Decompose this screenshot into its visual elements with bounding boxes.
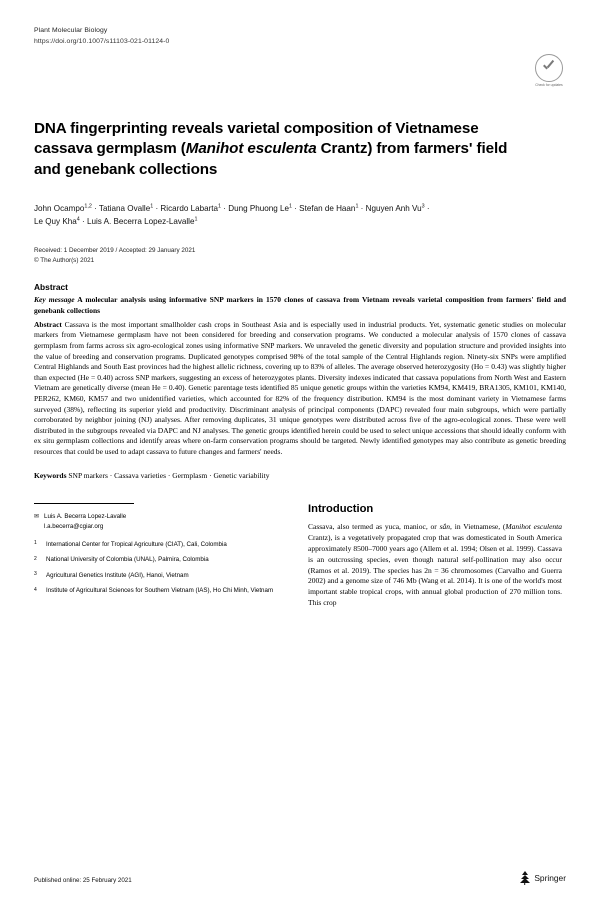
key-message-label: Key message: [34, 295, 75, 305]
title-species: Manihot esculenta: [185, 140, 317, 158]
affiliation-text: National University of Colombia (UNAL), Palmira, Colombia: [46, 556, 209, 564]
publisher-name: Springer: [534, 872, 566, 883]
affiliation-text: Institute of Agricultural Sciences for Southern Vietnam (IAS), Ho Chi Minh, Vietnam: [46, 587, 274, 595]
keywords: [34, 471, 566, 482]
affiliation-number: 3: [34, 571, 37, 578]
journal-name: Plant Molecular Biology: [34, 27, 108, 34]
list-item: [34, 586, 286, 595]
affiliation-text: Agricultural Genetics Institute (AGI), Hanoi, Vietnam: [46, 571, 189, 579]
intro-part-c: Crantz), is a vegetatively propagated crop that was domesticated in South America approximately 8500–7000 years ago (Allem et al. 1994; Olsen et al. 1999). Cassava is an outcrossing species, even though natural self-pollination may also occur (Ramos et al. 2019). The species has 2n = 36 chromosomes (Carvalho and Guerra 2002) and a genome size of 746 Mb (Wang et al. 2014). It is one of the world's most important stable tropical crops, with annual global production of 270 million tons. This crop: [308, 533, 562, 607]
affiliation-list: [34, 540, 286, 596]
crossmark-badge[interactable]: [532, 54, 566, 88]
journal-header: [34, 26, 566, 47]
list-item: [34, 540, 286, 549]
envelope-icon: ✉: [34, 514, 40, 521]
corresponding-author: [34, 512, 286, 532]
page-title: [34, 119, 566, 180]
affiliation-number: 2: [34, 555, 37, 562]
footnote-column: [34, 503, 286, 608]
abstract-label: Abstract: [34, 319, 62, 329]
list-item: [34, 555, 286, 564]
crossmark-icon: [535, 54, 563, 82]
received-accepted: Received: 1 December 2019 / Accepted: 29 January 2021: [34, 247, 196, 255]
title-line-1: DNA fingerprinting reveals varietal composition of Vietnamese: [34, 120, 479, 138]
list-item: [34, 571, 286, 580]
copyright-line: © The Author(s) 2021: [34, 257, 95, 265]
keywords-value: SNP markers · Cassava varieties · Germplasm · Genetic variability: [68, 470, 270, 480]
abstract-text: [34, 320, 566, 458]
crossmark-label: Check for updates: [535, 82, 563, 87]
publisher-logo: [519, 871, 566, 884]
affiliation-number: 1: [34, 540, 37, 547]
author-list: John Ocampo$^{1,2}$ · Tatiana Ovalle$^1$ · Ricardo Labarta$^1$ · Dung Phuong $Le^1$ · Stefan de Haan$^1$ · Nguyen Anh $Vu^3$ · Le Quy Kha$^4$ · Luis A. Becerra Lopez-Lavalle$^1$: [34, 203, 430, 227]
two-column-section: [34, 503, 566, 608]
introduction-paragraph: [308, 522, 562, 608]
affiliation-text: International Center for Tropical Agriculture (CIAT), Cali, Colombia: [46, 540, 227, 548]
divider: [34, 503, 134, 504]
intro-part-b: , in Vietnamese, (: [450, 522, 506, 532]
key-message: [34, 295, 566, 316]
affiliation-number: 4: [34, 586, 37, 593]
springer-tree-icon: [519, 871, 530, 884]
published-online: Published online: 25 February 2021: [34, 877, 132, 884]
key-message-text: A molecular analysis using informative SNP markers in 1570 clones of cassava from Vietnam reveals varietal composition from farmers' field and genebank collections: [34, 295, 566, 316]
introduction-column: [308, 503, 562, 608]
corresponding-author-name: Luis A. Becerra Lopez-Lavalle: [44, 513, 127, 521]
keywords-label: Keywords: [34, 470, 67, 480]
abstract-heading: Abstract: [34, 282, 68, 293]
corresponding-author-email[interactable]: l.a.becerra@cgiar.org: [44, 523, 104, 531]
introduction-heading: Introduction: [308, 503, 374, 516]
page-footer: [34, 871, 566, 884]
title-line-3: and genebank collections: [34, 160, 218, 178]
title-line-2b: Crantz) from farmers' field: [316, 140, 508, 158]
abstract-paragraph: Cassava is the most important smallholder cash crops in Southeast Asia and is especially used in industrial products. Yet, systematic genetic studies on molecular markers from Vietnamese germplasm have not been considered for breeding and conservation programs. We conducted a molecular analysis of 1570 clones of cassava germplasm from farms across six agro-ecological zones using informative SNP markers. We unraveled the genetic diversity and population structure and provided insights into the value of breeding and conservation programs. Duplicated genotypes comprised 98% of the total sample of the Central Highlands region. Ninety-six SNPs were amplified Central Highlands and South East provinces had the highest allelic richness, covering up to 83% of alleles. The average observed heterozygosity (Ho = 0.43) was slightly higher than expected (He = 0.40) across SNP markers, suggesting an excess of heterozygotes plants. Diversity indexes indicated that cassava populations from North West and Eastern Vietnam are genetically diverse (mean He = 0.40). Genetic parentage tests identified 85 unique genetic groups within the varieties KM94, KM419, BRA1305, KM101, KM140, PER262, KM60, KM57 and two unidentified varieties, which accounted for 82% of the frequency distribution. KM94 is the most dominant variety in Vietnamese farms surveyed (38%), reflecting its superior yield and productivity. Discriminant analysis of principal components (DAPC) revealed four main subgroups, which were partially corroborated by neighbor joining (NJ) analyses. After removing duplicates, 31 unique genotypes were distributed across five of the agro-ecological zones. These were well distributed in the subgroups revealed via DAPC and NJ analyses. The genetic groups identified herein could be used to select unique accessions that should ideally conform with ex situ germplasm collections and identify areas where on-farm conservation programs should be targeted. Newly identified genotypes may also contribute as genetic breeding resources that could be used to adapt cassava to future changes and farmers' needs.: [34, 319, 567, 457]
publication-dates: [34, 246, 566, 266]
intro-italic-vietnamese: sắn: [439, 522, 451, 532]
title-line-2a: cassava germplasm (: [34, 140, 186, 158]
intro-italic-species: Manihot esculenta: [505, 522, 562, 532]
doi-link[interactable]: https://doi.org/10.1007/s11103-021-01124-0: [34, 37, 170, 45]
intro-part-a: Cassava, also termed as yuca, manioc, or: [308, 522, 440, 532]
